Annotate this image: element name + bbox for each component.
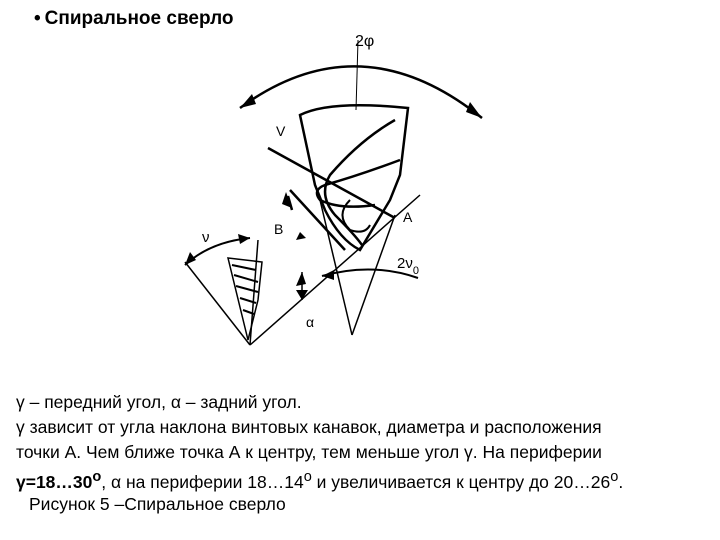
drill-flute-3 [343, 200, 371, 232]
alpha-arrow-top [296, 272, 306, 286]
arc-arrow-right [466, 102, 482, 118]
nu-arrow-right [238, 234, 250, 244]
label-two-nu: $2\nu_0$ [397, 255, 419, 277]
text-line-4 [16, 465, 716, 495]
arc-arrow-left [240, 94, 256, 108]
gamma-range: γ=18…30 [16, 471, 93, 492]
cutting-line-v [268, 148, 395, 218]
text-line-1: γ – передний угол, α – задний угол. [16, 392, 302, 412]
text-line-3: точки А. Чем ближе точка А к центру, тем меньше угол γ. На периферии [16, 442, 602, 462]
degree-2: o [303, 469, 312, 485]
b-arrow-head [282, 192, 292, 208]
label-a: A [403, 209, 413, 225]
text-line-2: γ зависит от угла наклона винтовых канавок, диаметра и расположения [16, 417, 602, 437]
degree-3: o [610, 469, 619, 485]
construction-line-2 [250, 195, 420, 345]
label-b: B [274, 221, 284, 237]
title-bullet: • [34, 8, 41, 29]
axis-line [356, 40, 358, 110]
title-text: Спиральное сверло [44, 8, 234, 29]
label-nu: ν [202, 229, 210, 246]
alpha-periphery: , α на периферии 18…14 [101, 471, 304, 492]
label-v: V [276, 123, 286, 139]
line-end: . [618, 471, 624, 492]
point-angle-arc [240, 66, 482, 118]
drill-tip-left [320, 200, 352, 335]
construction-line-1 [185, 262, 250, 345]
cutting-line-b [290, 190, 345, 250]
drill-body-outline [300, 105, 408, 250]
alpha-center: и увеличивается к центру до 20…26 [311, 471, 611, 492]
label-alpha: α [306, 314, 315, 330]
label-two-phi: 2φ [355, 33, 375, 50]
body-text [16, 390, 716, 495]
degree-1: o [92, 469, 102, 485]
drill-flute-2 [317, 160, 400, 207]
drill-tip-right [352, 215, 395, 335]
figure-caption: Рисунок 5 –Спиральное сверло [29, 494, 286, 514]
b-arrow-head-2 [296, 232, 306, 240]
nu-arrow-left [185, 252, 196, 265]
